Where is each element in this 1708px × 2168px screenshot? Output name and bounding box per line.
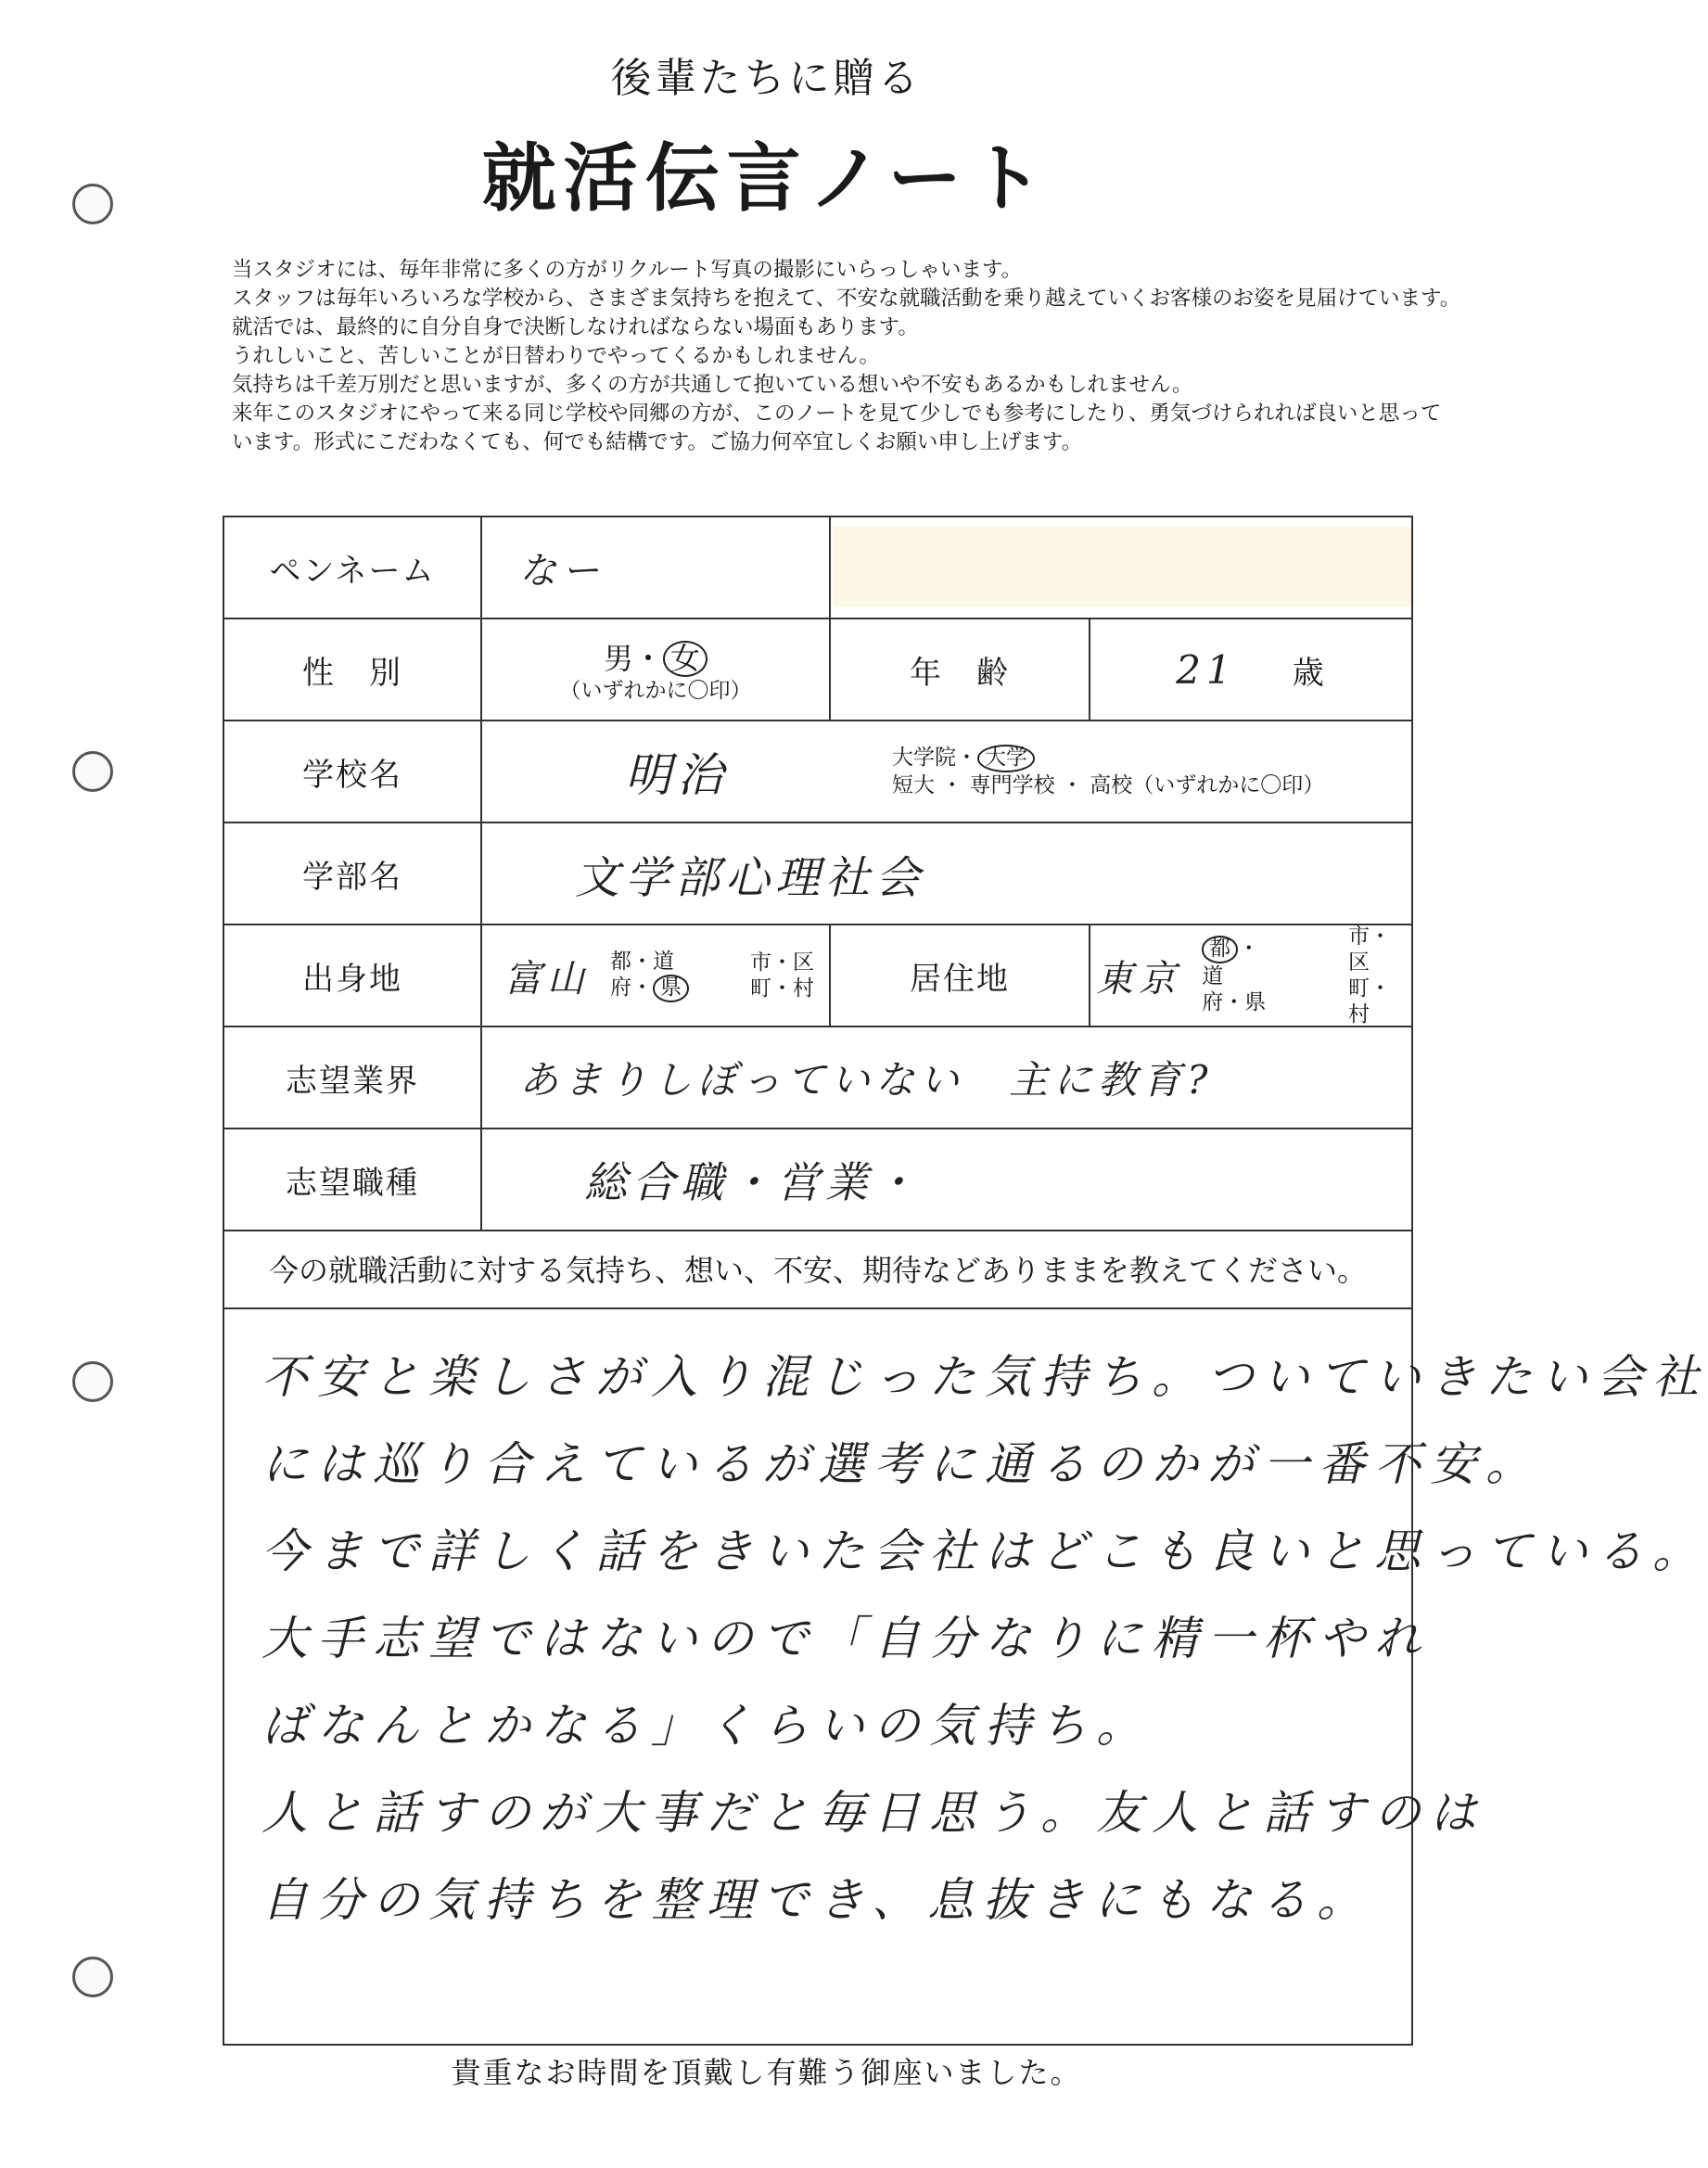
penname-value: なー [482, 517, 831, 618]
residence-city-line1: 市・区 [1348, 925, 1392, 975]
question-text: 今の就職活動に対する気持ち、想い、不安、期待などありままを教えてください。 [224, 1231, 1411, 1309]
answer-text [261, 1333, 1708, 1944]
intro-text [232, 256, 1493, 457]
age-value: 21 [1176, 646, 1237, 693]
age-field [1090, 619, 1411, 720]
residence-city-line2: 町・村 [1348, 976, 1392, 1027]
birthplace-city-options [750, 950, 814, 1001]
birthplace-pref-circled: 県 [653, 975, 689, 1001]
penname-label: ペンネーム [224, 517, 482, 618]
gender-label: 性 別 [224, 619, 482, 720]
school-value: 明治 [625, 748, 729, 802]
residence-field [1090, 925, 1411, 1026]
job-label: 志望職種 [224, 1129, 482, 1230]
residence-pref-options [1202, 936, 1280, 1014]
intro-line: 就活では、最終的に自分自身で決断しなければならない場面もあります。 [232, 315, 919, 339]
answer-line: 大手志望ではないので「自分なりに精一杯やれ [261, 1612, 1430, 1665]
intro-line: 当スタジオには、毎年非常に多くの方がリクルート写真の撮影にいらっしゃいます。 [232, 258, 1023, 282]
intro-line: うれしいこと、苦しいことが日替わりでやってくるかもしれません。 [232, 344, 880, 368]
faculty-label: 学部名 [224, 823, 482, 924]
school-type-separator: ・ [956, 746, 977, 771]
punch-hole [72, 751, 113, 792]
gender-field [482, 619, 831, 720]
residence-value: 東京 [1096, 957, 1181, 1001]
birthplace-pref-line2a: 府・ [610, 976, 653, 1001]
intro-line: 来年このスタジオにやって来る同じ学校や同郷の方が、このノートを見て少しでも参考にしたり、勇気づけられれば良いと思って [232, 402, 1442, 426]
residence-pref-line1b: ・道 [1202, 937, 1260, 988]
penname-row [224, 517, 1411, 619]
birthplace-field [482, 925, 831, 1026]
intro-line: います。形式にこだわなくても、何でも結構です。ご協力何卒宜しくお願い申し上げます。 [232, 430, 1083, 454]
job-value: 総合職・営業・ [584, 1157, 922, 1207]
industry-row [224, 1027, 1411, 1129]
birthplace-city-line2: 町・村 [750, 976, 814, 1001]
school-type-others: 短大 ・ 専門学校 ・ 高校（いずれかに〇印） [892, 772, 1325, 797]
birthplace-value: 富山 [504, 957, 590, 1001]
answer-line: 自分の気持ちを整理でき、息抜きにもなる。 [261, 1873, 1372, 1927]
punch-hole [72, 1957, 113, 1997]
gender-separator: ・ [632, 641, 663, 676]
birthplace-city-line1: 市・区 [750, 950, 814, 975]
school-row [224, 721, 1411, 823]
residence-pref-circled: 都 [1202, 936, 1238, 963]
faculty-row [224, 823, 1411, 925]
punch-hole [72, 1361, 113, 1402]
job-row [224, 1129, 1411, 1231]
intro-line: 気持ちは千差万別だと思いますが、多くの方が共通して抱いている想いや不安もあるかもしれません。 [232, 373, 1193, 397]
faculty-value: 文学部心理社会 [575, 851, 926, 904]
page-title: 就活伝言ノート [481, 135, 1052, 222]
industry-label: 志望業界 [224, 1027, 482, 1128]
intro-line: スタッフは毎年いろいろな学校から、さまざま気持ちを抱えて、不安な就職活動を乗り越えていくお客様のお姿を見届けています。 [232, 287, 1461, 311]
survey-form [223, 516, 1708, 2046]
residence-city-options [1348, 924, 1411, 1027]
industry-value: あまりしぼっていない 主に教育? [519, 1057, 1214, 1103]
residence-pref-line2: 府・県 [1202, 989, 1267, 1014]
school-type-field [892, 721, 1411, 822]
answer-line: 人と話すのが大事だと毎日思う。友人と話すのは [261, 1786, 1485, 1840]
gender-age-row [224, 619, 1411, 721]
birthplace-label: 出身地 [224, 925, 482, 1026]
page-subtitle: 後輩たちに贈る [610, 55, 923, 102]
redacted-area [833, 527, 1411, 606]
age-unit: 歳 [1292, 654, 1326, 692]
residence-label: 居住地 [831, 925, 1090, 1026]
answer-line: ばなんとかなる」くらいの気持ち。 [261, 1699, 1152, 1753]
school-type-graduate: 大学院 [892, 746, 956, 771]
footer-thanks: 貴重なお時間を頂戴し有難う御座いました。 [451, 2055, 1082, 2090]
birthplace-pref-options [610, 949, 689, 1001]
gender-female-circled: 女 [663, 641, 707, 677]
gender-male: 男 [603, 641, 633, 676]
school-label: 学校名 [224, 721, 482, 822]
answer-line: には巡り合えているが選考に通るのかが一番不安。 [261, 1437, 1541, 1491]
school-type-university-circled: 大学 [977, 745, 1035, 772]
answer-line: 不安と楽しさが入り混じった気持ち。ついていきたい会社 [261, 1350, 1708, 1404]
gender-note: （いずれかに〇印） [559, 679, 752, 703]
location-row [224, 925, 1411, 1027]
age-label: 年 齢 [831, 619, 1090, 720]
answer-line: 今まで詳しく話をきいた会社はどこも良いと思っている。 [261, 1524, 1708, 1578]
birthplace-pref-line1: 都・道 [610, 950, 674, 975]
